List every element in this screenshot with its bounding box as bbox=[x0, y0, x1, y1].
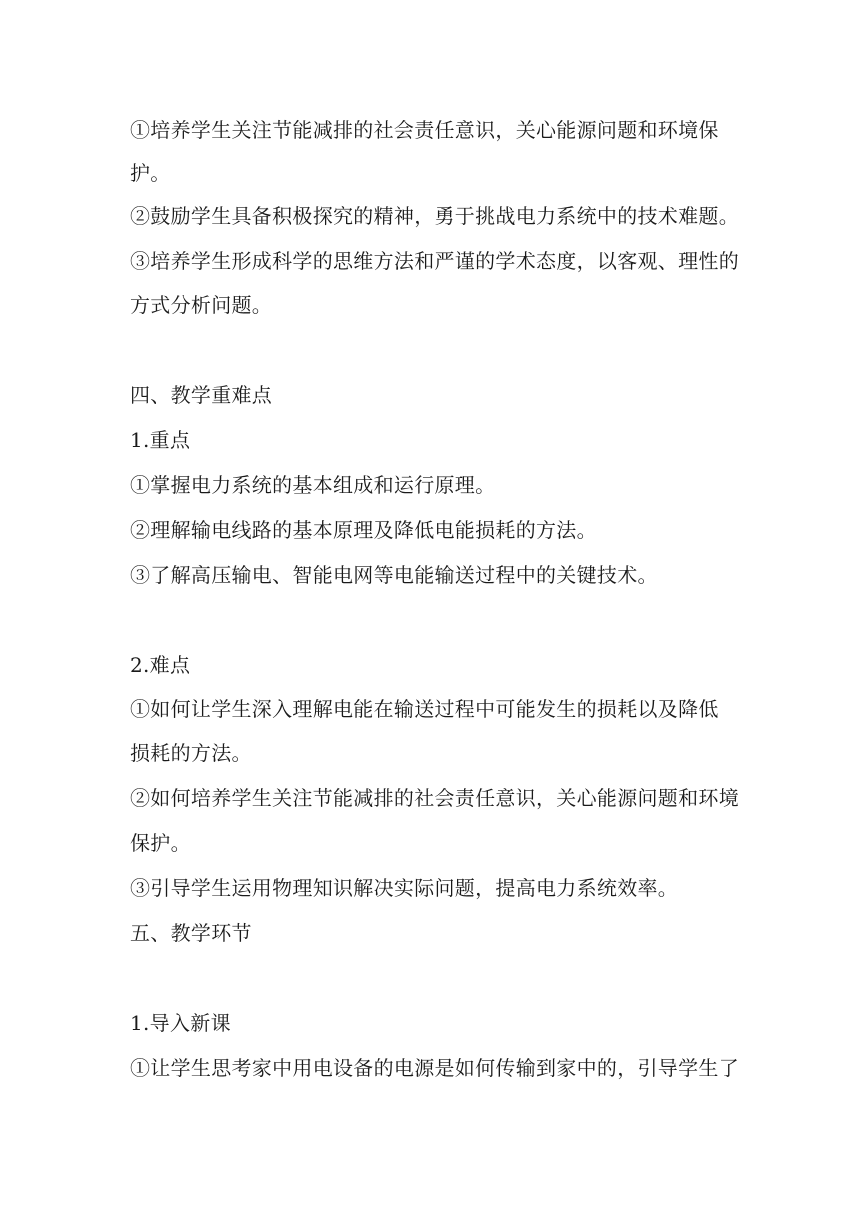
key-point-1: ①掌握电力系统的基本组成和运行原理。 bbox=[130, 473, 496, 497]
key-point-2: ②理解输电线路的基本原理及降低电能损耗的方法。 bbox=[130, 518, 597, 542]
goal-item-2: ②鼓励学生具备积极探究的精神，勇于挑战电力系统中的技术难题。 bbox=[130, 204, 739, 228]
section-heading-5: 五、教学环节 bbox=[130, 921, 252, 945]
section-heading-4: 四、教学重难点 bbox=[130, 383, 273, 407]
subheading-intro: 1.导入新课 bbox=[130, 1011, 231, 1035]
goal-item-1-cont: 护。 bbox=[130, 161, 171, 185]
key-point-3: ③了解高压输电、智能电网等电能输送过程中的关键技术。 bbox=[130, 563, 658, 587]
subheading-difficulties: 2.难点 bbox=[130, 653, 191, 677]
goal-item-3: ③培养学生形成科学的思维方法和严谨的学术态度，以客观、理性的 bbox=[130, 249, 739, 273]
difficulty-3: ③引导学生运用物理知识解决实际问题，提高电力系统效率。 bbox=[130, 876, 679, 900]
difficulty-2: ②如何培养学生关注节能减排的社会责任意识，关心能源问题和环境 bbox=[130, 786, 739, 810]
difficulty-2-cont: 保护。 bbox=[130, 831, 191, 855]
difficulty-1-cont: 损耗的方法。 bbox=[130, 741, 252, 765]
difficulty-1: ①如何让学生深入理解电能在输送过程中可能发生的损耗以及降低 bbox=[130, 697, 719, 721]
goal-item-3-cont: 方式分析问题。 bbox=[130, 293, 273, 317]
intro-item-1: ①让学生思考家中用电设备的电源是如何传输到家中的，引导学生了 bbox=[130, 1056, 739, 1080]
subheading-key-points: 1.重点 bbox=[130, 428, 191, 452]
goal-item-1: ①培养学生关注节能减排的社会责任意识，关心能源问题和环境保 bbox=[130, 118, 719, 142]
